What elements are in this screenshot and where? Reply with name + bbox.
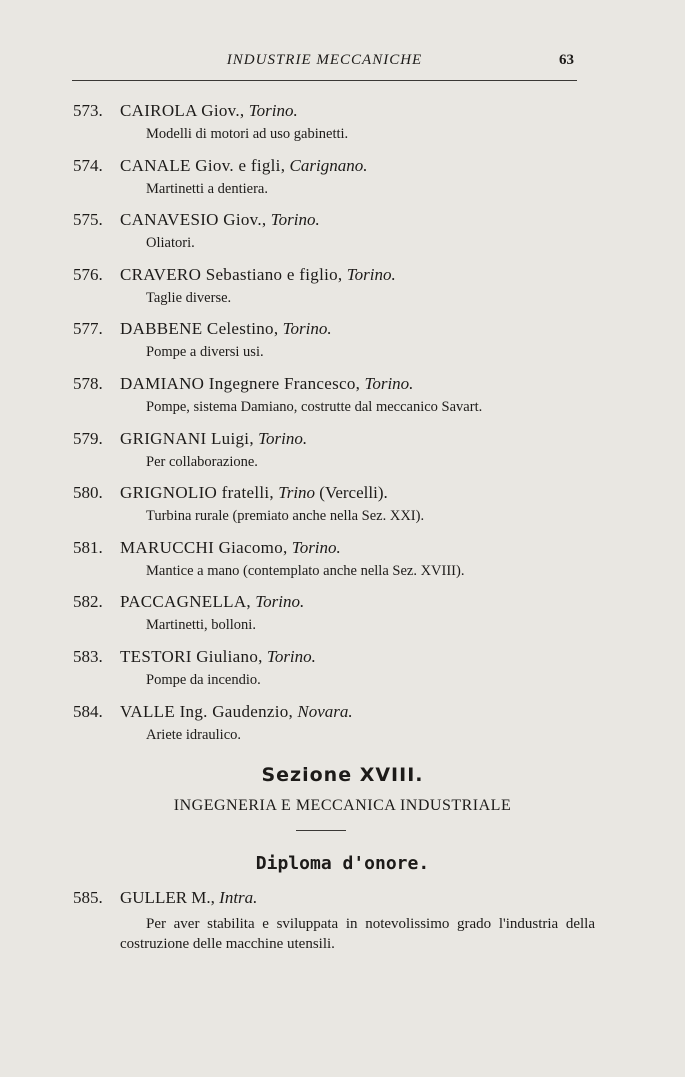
list-item [70, 538, 580, 593]
list-item [70, 265, 580, 320]
exhibitor-name: GRIGNOLIO fratelli, [120, 483, 274, 503]
exhibitor-province: (Vercelli). [319, 483, 388, 503]
exhibitor-name: VALLE Ing. Gaudenzio, [120, 701, 294, 721]
entry-number: 584. [73, 701, 103, 721]
entry-description: Taglie diverse. [146, 289, 232, 306]
entry-description: Pompe, sistema Damiano, costrutte dal meccanico Savart. [146, 398, 483, 415]
section-subtitle: INGEGNERIA E MECCANICA INDUSTRIALE [173, 797, 512, 814]
exhibitor-name: CAIROLA Giov., [120, 101, 245, 120]
exhibitor-place: Torino. [291, 537, 341, 557]
entry-number: 575. [73, 210, 103, 230]
exhibitor-place: Torino. [248, 101, 298, 120]
header-rule [72, 80, 577, 81]
entry-description: Oliatori. [146, 235, 195, 252]
award-heading: Diploma d'onore. [255, 853, 430, 874]
list-item [70, 374, 580, 429]
entry-description: Ariete idraulico. [146, 726, 242, 743]
exhibitor-name: CANAVESIO Giov., [120, 210, 267, 230]
exhibitor-place: Torino. [255, 592, 305, 612]
entry-number: 585. [73, 888, 103, 907]
entry-description: Martinetti a dentiera. [146, 180, 268, 197]
exhibitor-place: Trino [278, 483, 316, 503]
list-item [70, 592, 580, 647]
list-item [70, 429, 580, 484]
section-title: Sezione XVIII. [261, 764, 424, 786]
list-item [70, 702, 580, 757]
list-item [70, 647, 580, 702]
exhibitor-name: MARUCCHI Giacomo, [120, 537, 288, 557]
exhibitor-place: Torino. [346, 264, 396, 284]
exhibitor-place: Novara. [297, 701, 353, 721]
entry-number: 583. [73, 646, 103, 666]
list-item [70, 483, 580, 538]
exhibitor-name: DABBENE Celestino, [120, 319, 279, 339]
exhibitor-name: DAMIANO Ingegnere Francesco, [120, 373, 361, 393]
entry-number: 581. [73, 537, 103, 557]
exhibitor-name: GRIGNANI Luigi, [120, 428, 254, 448]
exhibitor-name: TESTORI Giuliano, [120, 646, 263, 666]
exhibitor-place: Carignano. [289, 155, 368, 175]
entry-description: Pompe da incendio. [146, 671, 261, 688]
entry-description: Turbina rurale (premiato anche nella Sez. XXI). [146, 508, 425, 525]
entry-number: 576. [73, 264, 103, 284]
entry-description: Per collaborazione. [146, 453, 258, 470]
exhibitor-name: CRAVERO Sebastiano e figlio, [120, 264, 343, 284]
exhibitor-place: Torino. [266, 646, 316, 666]
exhibitor-place: Torino. [270, 210, 320, 230]
exhibitor-name: PACCAGNELLA, [120, 592, 251, 612]
page-number: 63 [559, 52, 574, 68]
running-title: INDUSTRIE MECCANICHE [226, 52, 423, 68]
entry-number: 580. [73, 483, 103, 503]
exhibitor-name: GULLER M., [120, 888, 215, 907]
entry-description: Per aver stabilita e sviluppata in notevolissimo grado l'industria della costruzione delle macchine utensili. [120, 916, 595, 952]
section-divider [296, 830, 346, 831]
exhibitor-place: Intra. [219, 888, 258, 907]
entry-description: Mantice a mano (contemplato anche nella Sez. XVIII). [146, 562, 465, 579]
list-item [70, 156, 580, 211]
exhibitor-place: Torino. [282, 319, 332, 339]
entry-description: Martinetti, bolloni. [146, 617, 256, 634]
exhibitor-place: Torino. [258, 428, 308, 448]
entry-description: Modelli di motori ad uso gabinetti. [146, 126, 349, 142]
list-item [70, 101, 580, 156]
exhibitor-name: CANALE Giov. e figli, [120, 155, 286, 175]
entry-list [70, 101, 580, 756]
page-header [72, 52, 577, 74]
entry-description: Pompe a diversi usi. [146, 344, 264, 361]
list-item [70, 319, 580, 374]
entry-number: 579. [73, 428, 103, 448]
entry-number: 573. [73, 101, 103, 120]
entry-number: 582. [73, 592, 103, 612]
exhibitor-place: Torino. [364, 373, 414, 393]
entry-number: 574. [73, 155, 103, 175]
entry-number: 578. [73, 373, 103, 393]
entry-number: 577. [73, 319, 103, 339]
list-item [70, 210, 580, 265]
